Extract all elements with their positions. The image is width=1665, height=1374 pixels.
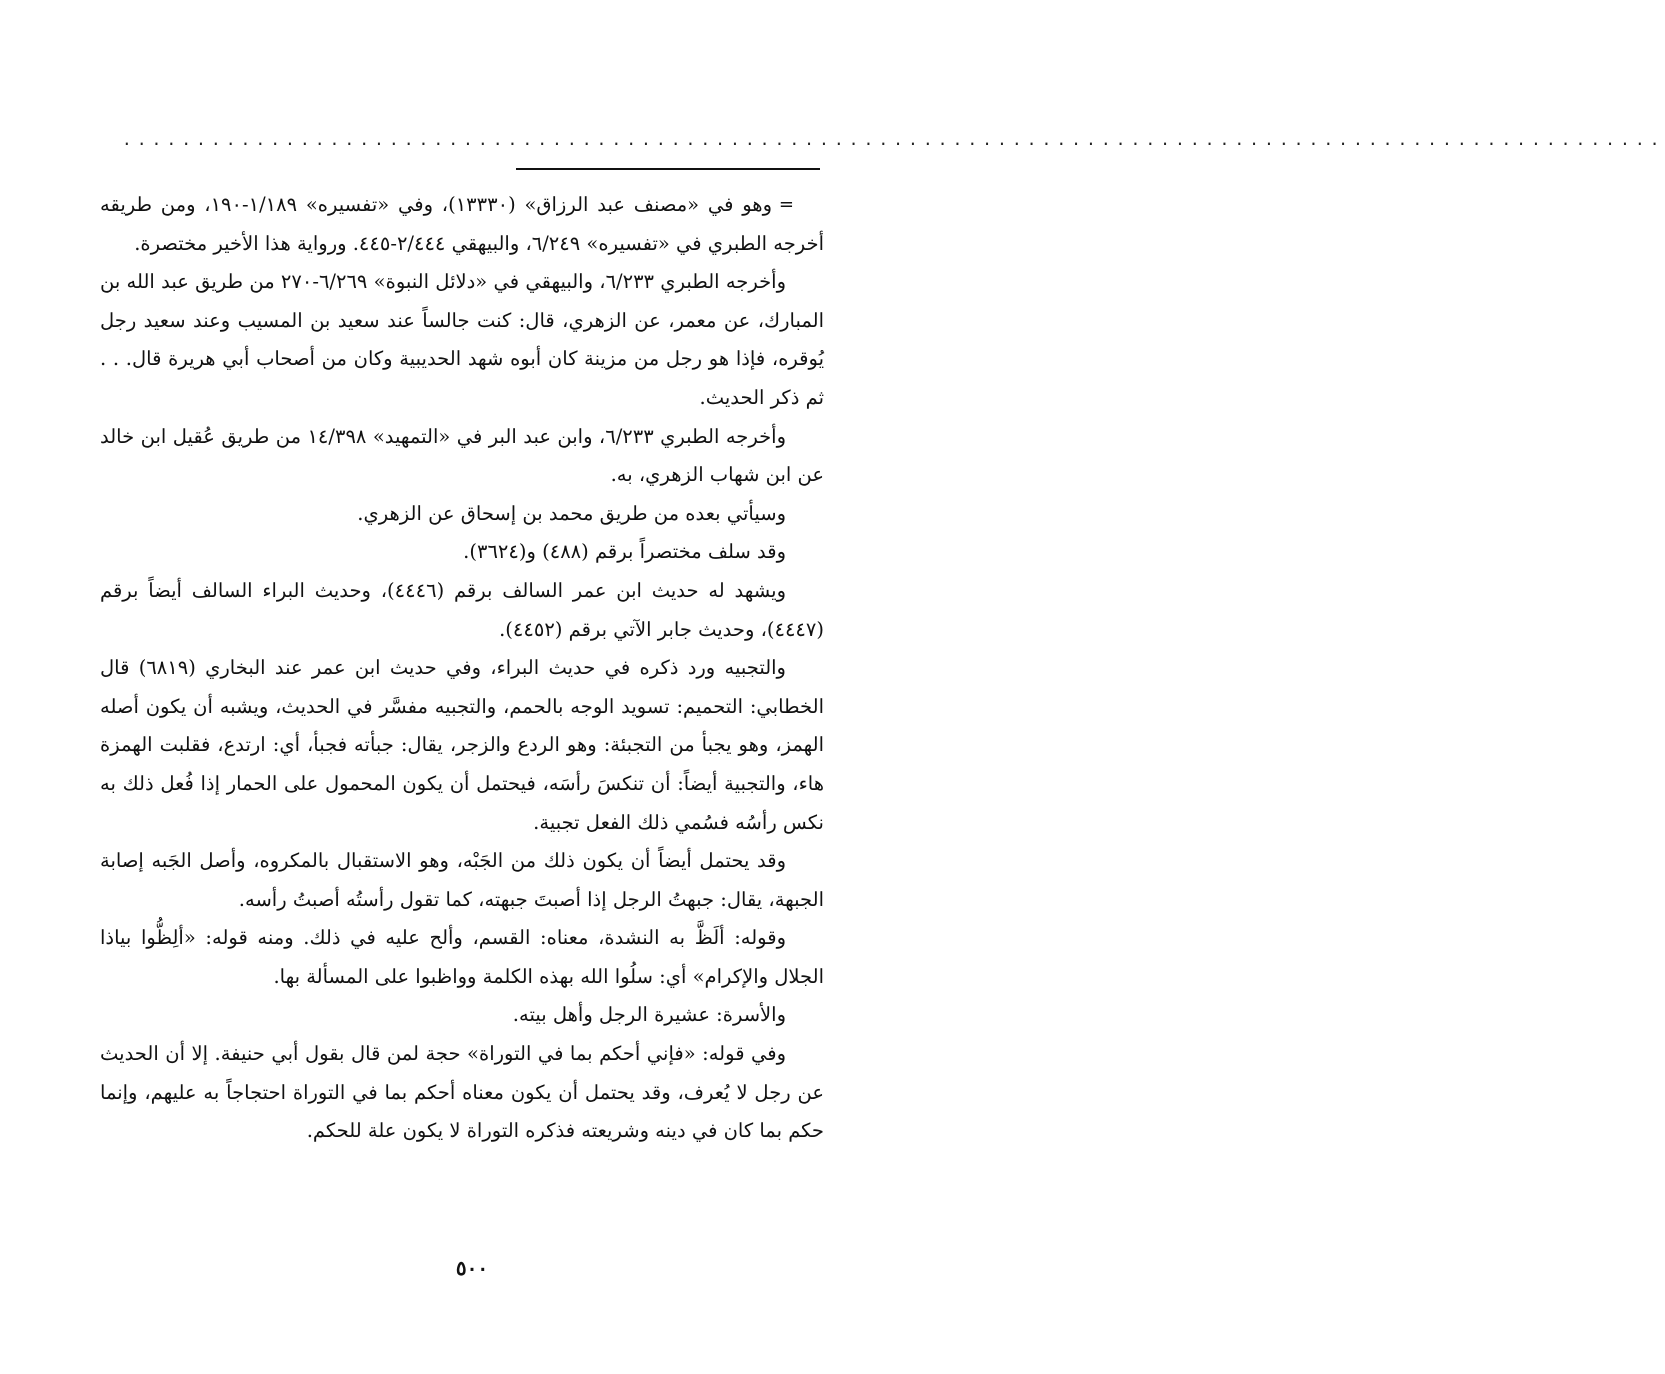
paragraph: وقد سلف مختصراً برقم (٤٨٨) و(٣٦٢٤).	[463, 540, 786, 564]
separator-dots: ........................................................................................................	[122, 130, 1665, 149]
paragraph: ويشهد له حديث ابن عمر السالف برقم (٤٤٤٦)، وحديث البراء السالف أيضاً برقم (٤٤٤٧)، وحديث جابر الآتي برقم (٤٤٥٢).	[100, 578, 824, 641]
footnote-text	[100, 186, 824, 1151]
continuation-mark: =	[778, 194, 794, 215]
paragraph-text: وهو في «مصنف عبد الرزاق» (١٣٣٣٠)، وفي «تفسيره» ١/١٨٩-١٩٠، ومن طريقه أخرجه الطبري في «تفسيره» ٦/٢٤٩، والبيهقي ٢/٤٤٤-٤٤٥. ورواية هذا الأخير مختصرة.	[100, 193, 824, 255]
page-number: ٥٠٠	[455, 1256, 489, 1280]
paragraph	[100, 186, 824, 263]
paragraph: وقوله: ألَظَّ به النشدة، معناه: القسم، وألح عليه في ذلك. ومنه قوله: «ألِظُّوا بياذا الجلال والإكرام» أي: سلُوا الله بهذه الكلمة وواظبوا على المسألة بها.	[100, 926, 824, 988]
paragraph: والأسرة: عشيرة الرجل وأهل بيته.	[512, 1003, 786, 1027]
paragraph: وفي قوله: «فإني أحكم بما في التوراة» حجة لمن قال بقول أبي حنيفة. إلا أن الحديث عن رجل لا يُعرف، وقد يحتمل أن يكون معناه أحكم بما في التوراة احتجاجاً به عليهم، وإنما حكم بما كان في دينه وشريعته فذكره التوراة لا يكون علة للحكم.	[100, 1042, 824, 1143]
paragraph: وسيأتي بعده من طريق محمد بن إسحاق عن الزهري.	[357, 501, 786, 525]
paragraph: وأخرجه الطبري ٦/٢٣٣، وابن عبد البر في «التمهيد» ١٤/٣٩٨ من طريق عُقيل ابن خالد عن ابن شهاب الزهري، به.	[100, 424, 824, 487]
paragraph: والتجبيه ورد ذكره في حديث البراء، وفي حديث ابن عمر عند البخاري (٦٨١٩) قال الخطابي: التحميم: تسويد الوجه بالحمم، والتجبيه مفسَّر في الحديث، ويشبه أن يكون أصله الهمز، وهو يجبأ من التجبئة: وهو الردع والزجر، يقال: جبأته فجبأ، أي: ارتدع، فقلبت الهمزة هاء، والتجبية أيضاً: أن تنكسَ رأسَه، فيحتمل أن يكون المحمول على الحمار إذا فُعل ذلك به نكس رأسُه فسُمي ذلك الفعل تجبية.	[100, 656, 824, 834]
paragraph: وأخرجه الطبري ٦/٢٣٣، والبيهقي في «دلائل النبوة» ٦/٢٦٩-٢٧٠ من طريق عبد الله بن المبارك، عن معمر، عن الزهري، قال: كنت جالساً عند سعيد بن المسيب وعند سعيد رجل يُوقره، فإذا هو رجل من مزينة كان أبوه شهد الحديبية وكان من أصحاب أبي هريرة قال. . . ثم ذكر الحديث.	[100, 270, 824, 409]
paragraph: وقد يحتمل أيضاً أن يكون ذلك من الجَبْه، وهو الاستقبال بالمكروه، وأصل الجَبه إصابة الجبهة، يقال: جبهتُ الرجل إذا أصبتَ جبهته، كما تقول رأستُه أصبتُ رأسه.	[100, 849, 824, 911]
footnote-rule	[516, 168, 820, 170]
